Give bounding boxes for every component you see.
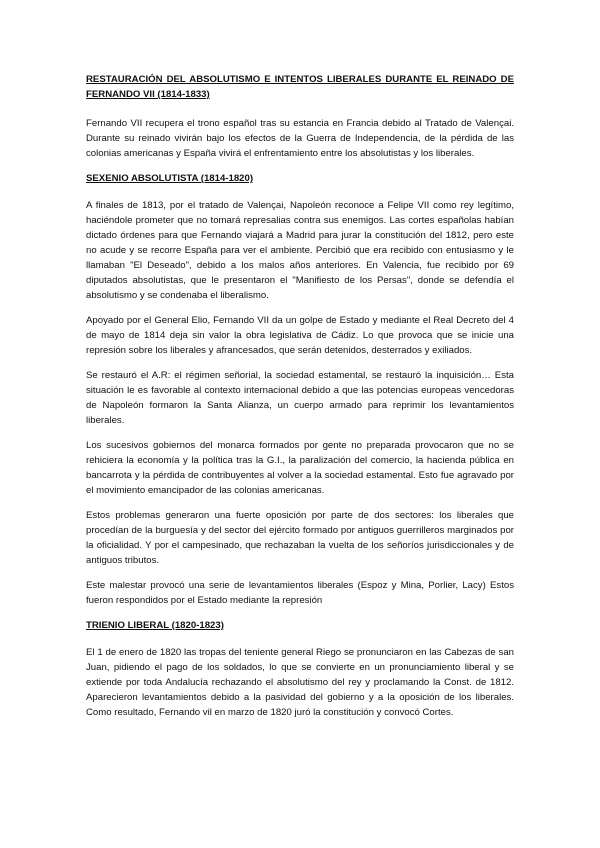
section-heading-sexenio: SEXENIO ABSOLUTISTA (1814-1820) <box>86 173 254 184</box>
section-heading-trienio: TRIENIO LIBERAL (1820-1823) <box>86 620 224 631</box>
intro-paragraph: Fernando VII recupera el trono español tras su estancia en Francia debido al Tratado de Valençai. Durante su reinado vivirán bajo los efectos de la Guerra de Independencia, de la pérdida de las colonias americanas y España vivirá el enfrentamiento entre los absolutistas y los liberales. <box>86 118 514 159</box>
paragraph: Se restauró el A.R: el régimen señorial, la sociedad estamental, se restauró la inquisición… Esta situación le es favorable al contexto internacional debido a que las potencias europeas vencedoras de Napoleón formaron la Santa Alianza, un cuerpo armado para reprimir los levantamientos liberales. <box>86 370 514 426</box>
paragraph: Los sucesivos gobiernos del monarca formados por gente no preparada provocaron que no se rehiciera la economía y la política tras la G.I., la paralización del comercio, la hacienda pública en bancarrota y la pérdida de contribuyentes al volver a la sociedad estamental. Esto fue agravado por el movimiento emancipador de las colonias americanas. <box>86 440 514 496</box>
document-title: RESTAURACIÓN DEL ABSOLUTISMO E INTENTOS LIBERALES DURANTE EL REINADO DE FERNANDO VII (1814-1833) <box>86 74 514 100</box>
paragraph: A finales de 1813, por el tratado de Valençai, Napoleón reconoce a Felipe VII como rey legítimo, haciéndole prometer que no tomará represalias contra sus enemigos. Las cortes españolas habían dictado órdenes para que Fernando viajará a Madrid para jurar la constitución del 1812, pero este no acude y se recorre España para ver el ambiente. Percibió que era recibido con entusiasmo y le llamaban "El Deseado", debido a los malos años anteriores. En Valencia, fue recibido por 69 diputados absolutistas, que le presentaron el "Manifiesto de los Persas", donde se defendía el absolutismo y se condenaba el liberalismo. <box>86 200 514 301</box>
paragraph: Este malestar provocó una serie de levantamientos liberales (Espoz y Mina, Porlier, Lacy) Estos fueron respondidos por el Estado mediante la represión <box>86 580 514 606</box>
paragraph: El 1 de enero de 1820 las tropas del teniente general Riego se pronunciaron en las Cabezas de san Juan, pidiendo el pago de los soldados, lo que se convierte en un pronunciamiento liberal y se extiende por toda Andalucía rechazando el absolutismo del rey y proclamando la Const. de 1812. Aparecieron levantamientos debido a la pasividad del gobierno y a la oposición de los liberales. Como resultado, Fernando vil en marzo de 1820 juró la constitución y convocó Cortes. <box>86 647 514 718</box>
paragraph: Apoyado por el General Elio, Fernando VII da un golpe de Estado y mediante el Real Decreto del 4 de mayo de 1814 deja sin valor la obra legislativa de Cádiz. Lo que provoca que se inicie una represión sobre los liberales y afrancesados, que serán detenidos, desterrados y exiliados. <box>86 315 514 356</box>
paragraph: Estos problemas generaron una fuerte oposición por parte de dos sectores: los liberales que procedían de la burguesía y del sector del ejército formado por antiguos guerrilleros marginados por la oficialidad. Y por el campesinado, que rechazaban la vuelta de los señoríos jurisdiccionales y de antiguos tributos. <box>86 510 514 566</box>
